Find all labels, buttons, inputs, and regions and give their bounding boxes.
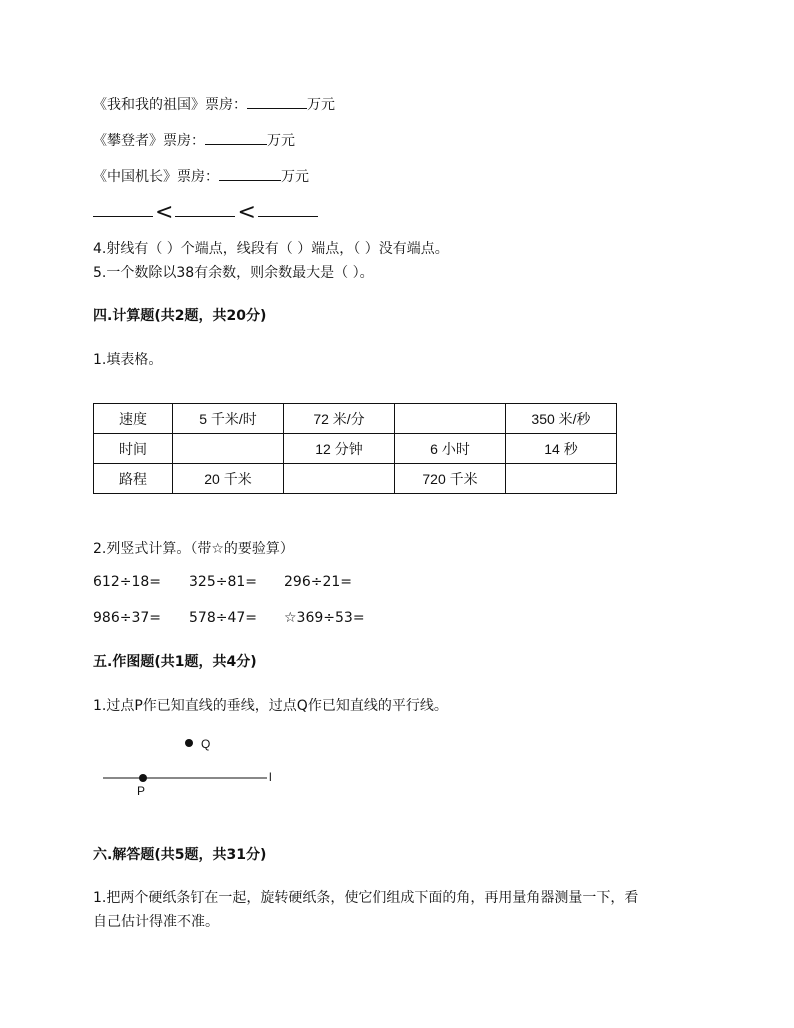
box-office-line-3 bbox=[93, 166, 309, 186]
section-5-question-1: 1.过点P作已知直线的垂线，过点Q作已知直线的平行线。 bbox=[93, 698, 448, 714]
comparison-line bbox=[93, 198, 318, 223]
table-cell: 速度 bbox=[94, 404, 173, 434]
point-q-dot bbox=[185, 739, 193, 747]
table-cell: 12 分钟 bbox=[284, 434, 395, 464]
table-cell: 720 千米 bbox=[395, 464, 506, 494]
unit-label: 万元 bbox=[281, 169, 309, 185]
table-cell: 72 米/分 bbox=[284, 404, 395, 434]
table-cell: 路程 bbox=[94, 464, 173, 494]
calc-item: 578÷47= bbox=[189, 610, 257, 626]
answer-blank[interactable] bbox=[219, 166, 281, 181]
section-6-question-1-line-2: 自己估计得准不准。 bbox=[93, 914, 219, 930]
unit-label: 万元 bbox=[307, 97, 335, 113]
section-4-question-1: 1.填表格。 bbox=[93, 352, 163, 368]
question-4: 4.射线有（ ）个端点，线段有（ ）端点，（ ）没有端点。 bbox=[93, 241, 449, 257]
unit-label: 万元 bbox=[267, 133, 295, 149]
movie-label: 《我和我的祖国》票房： bbox=[93, 97, 247, 113]
point-q-label: Q bbox=[201, 737, 211, 751]
table-cell-blank[interactable] bbox=[395, 404, 506, 434]
table-row bbox=[94, 464, 617, 494]
question-5: 5.一个数除以38有余数，则余数最大是（ ）。 bbox=[93, 265, 374, 281]
calc-item: 296÷21= bbox=[284, 574, 352, 590]
less-than-symbol: < bbox=[155, 200, 174, 225]
movie-label: 《攀登者》票房： bbox=[93, 133, 205, 149]
geometry-figure bbox=[95, 728, 295, 803]
box-office-line-1 bbox=[93, 94, 335, 114]
answer-blank[interactable] bbox=[93, 202, 153, 217]
table-cell-blank[interactable] bbox=[173, 434, 284, 464]
answer-blank[interactable] bbox=[205, 130, 267, 145]
calc-item: ☆369÷53= bbox=[284, 610, 365, 626]
fill-table bbox=[93, 403, 617, 494]
movie-label: 《中国机长》票房： bbox=[93, 169, 219, 185]
table-cell: 时间 bbox=[94, 434, 173, 464]
section-5-title: 五.作图题(共1题，共4分) bbox=[93, 654, 257, 670]
answer-blank[interactable] bbox=[175, 202, 235, 217]
less-than-symbol: < bbox=[237, 200, 256, 225]
table-cell-blank[interactable] bbox=[284, 464, 395, 494]
box-office-line-2 bbox=[93, 130, 295, 150]
point-p-dot bbox=[139, 774, 147, 782]
section-4-question-2: 2.列竖式计算。（带☆的要验算） bbox=[93, 541, 294, 557]
table-cell: 5 千米/时 bbox=[173, 404, 284, 434]
calc-item: 325÷81= bbox=[189, 574, 257, 590]
answer-blank[interactable] bbox=[247, 94, 307, 109]
table-cell: 14 秒 bbox=[506, 434, 617, 464]
table-cell: 350 米/秒 bbox=[506, 404, 617, 434]
table-row bbox=[94, 434, 617, 464]
calc-item: 612÷18= bbox=[93, 574, 161, 590]
table-row bbox=[94, 404, 617, 434]
point-p-label: P bbox=[137, 784, 146, 798]
answer-blank[interactable] bbox=[258, 202, 318, 217]
calc-item: 986÷37= bbox=[93, 610, 161, 626]
section-6-question-1-line-1: 1.把两个硬纸条钉在一起，旋转硬纸条，使它们组成下面的角，再用量角器测量一下，看 bbox=[93, 890, 639, 906]
table-cell: 6 小时 bbox=[395, 434, 506, 464]
table-cell: 20 千米 bbox=[173, 464, 284, 494]
section-4-title: 四.计算题(共2题，共20分) bbox=[93, 308, 267, 324]
table-cell-blank[interactable] bbox=[506, 464, 617, 494]
section-6-title: 六.解答题(共5题，共31分) bbox=[93, 847, 267, 863]
line-l-label: l bbox=[269, 770, 272, 784]
